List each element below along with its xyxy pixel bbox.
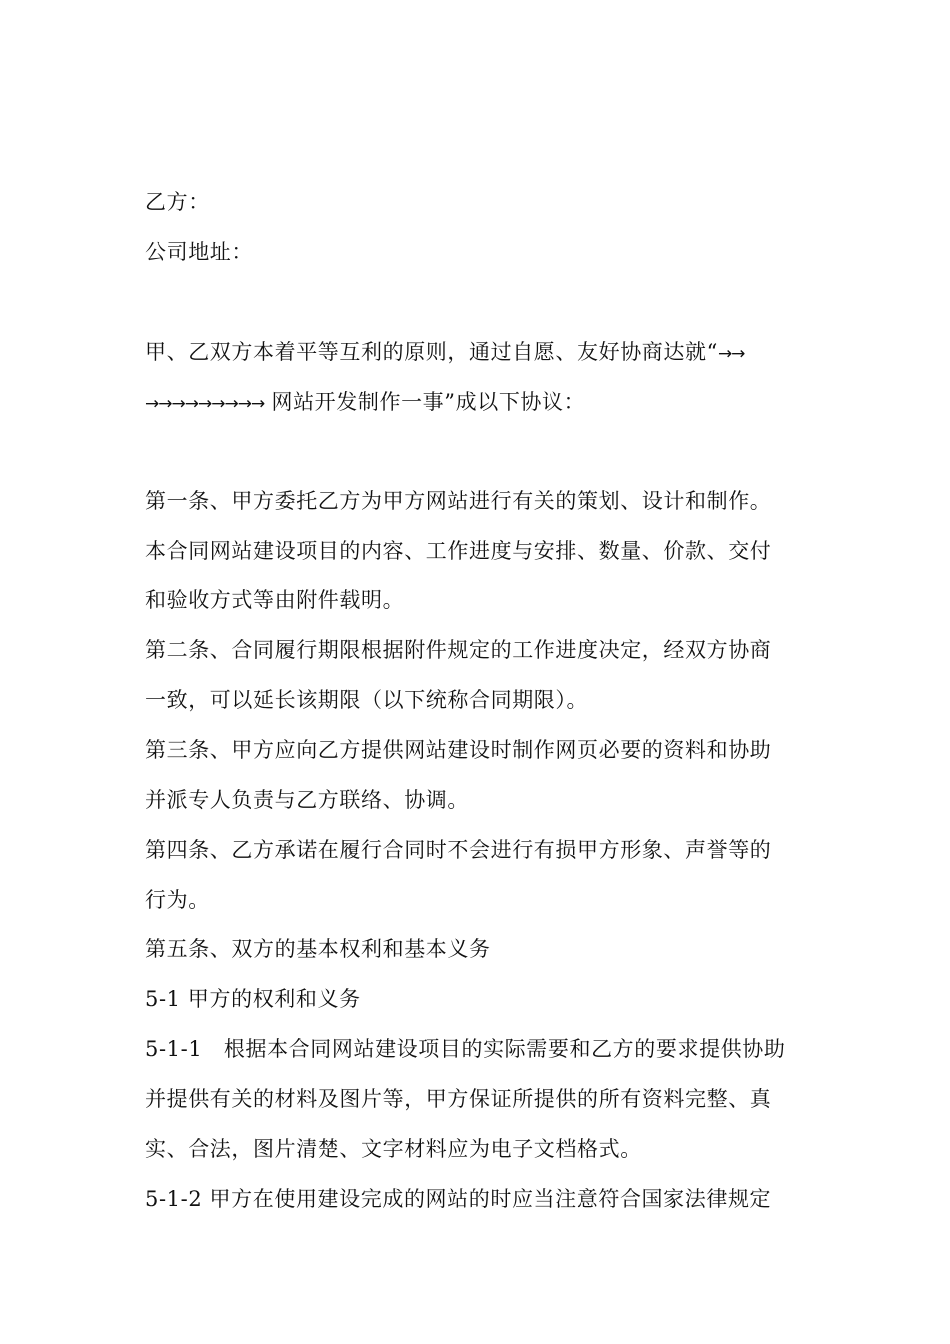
intro-text-2: 网站开发制作一事”成以下协议： bbox=[264, 390, 586, 414]
body-line: 并派专人负责与乙方联络、协调。 bbox=[145, 788, 469, 812]
company-address-label: 公司地址： bbox=[145, 240, 253, 264]
body-line: 和验收方式等由附件载明。 bbox=[145, 588, 405, 612]
party-b-label: 乙方： bbox=[145, 190, 210, 214]
body-line: 5-1-2 甲方在使用建设完成的网站的时应当注意符合国家法律规定 bbox=[145, 1187, 772, 1211]
body-line: 第二条、合同履行期限根据附件规定的工作进度决定，经双方协商 bbox=[145, 638, 772, 662]
body-line: 一致，可以延长该期限（以下统称合同期限）。 bbox=[145, 688, 589, 712]
body-line: 5-1-1 根据本合同网站建设项目的实际需要和乙方的要求提供协助 bbox=[145, 1037, 786, 1061]
body-line: 第四条、乙方承诺在履行合同时不会进行有损甲方形象、声誉等的 bbox=[145, 838, 772, 862]
body-line: 第一条、甲方委托乙方为甲方网站进行有关的策划、设计和制作。 bbox=[145, 489, 772, 513]
body-line: 实、合法，图片清楚、文字材料应为电子文档格式。 bbox=[145, 1137, 642, 1161]
arrow-placeholder-2: →→→→→→→→→ bbox=[145, 394, 265, 414]
arrow-placeholder-1: →→ bbox=[717, 344, 745, 364]
body-line: 本合同网站建设项目的内容、工作进度与安排、数量、价款、交付 bbox=[145, 539, 772, 563]
body-line: 第五条、双方的基本权利和基本义务 bbox=[145, 937, 491, 961]
intro-line-1 bbox=[145, 340, 815, 366]
body-line: 并提供有关的材料及图片等，甲方保证所提供的所有资料完整、真 bbox=[145, 1087, 772, 1111]
intro-line-2 bbox=[145, 390, 815, 416]
body-line: 5-1 甲方的权利和义务 bbox=[145, 987, 361, 1011]
body-line: 行为。 bbox=[145, 888, 210, 912]
body-line: 第三条、甲方应向乙方提供网站建设时制作网页必要的资料和协助 bbox=[145, 738, 772, 762]
intro-text-1: 甲、乙双方本着平等互利的原则，通过自愿、友好协商达就“ bbox=[145, 340, 718, 364]
